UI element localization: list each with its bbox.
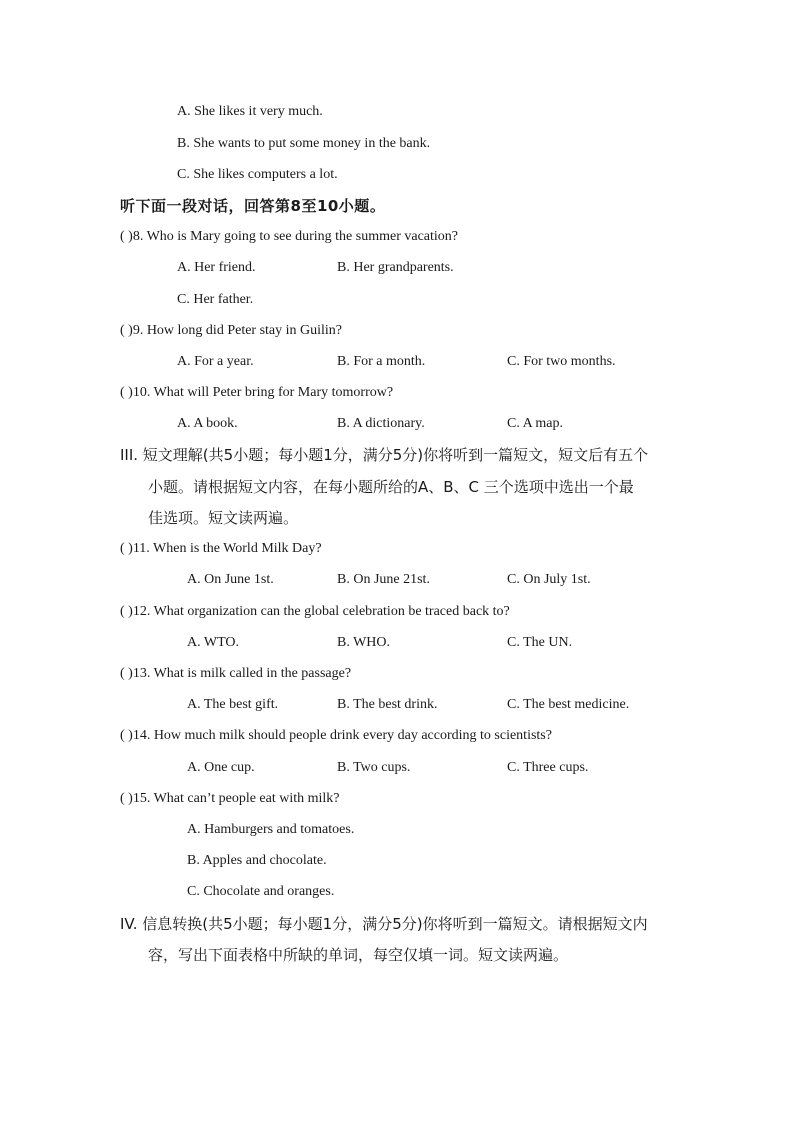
question-15: ( )15. What can’t people eat with milk? xyxy=(120,791,340,806)
q14-option-a: A. One cup. xyxy=(187,760,255,775)
q10-option-b: B. A dictionary. xyxy=(337,416,425,431)
q8-option-b: B. Her grandparents. xyxy=(337,260,454,275)
q8-option-a: A. Her friend. xyxy=(177,260,256,275)
section-3-heading: III. 短文理解(共5小题；每小题1分，满分5分)你将听到一篇短文，短文后有五个 xyxy=(120,446,649,464)
q10-option-c: C. A map. xyxy=(507,416,564,431)
q9-option-a: A. For a year. xyxy=(177,354,254,369)
q8-option-c: C. Her father. xyxy=(177,292,254,307)
option-a: A. She likes it very much. xyxy=(177,104,323,119)
q15-option-b: B. Apples and chocolate. xyxy=(187,853,327,868)
question-12: ( )12. What organization can the global celebration be traced back to? xyxy=(120,604,510,619)
question-14: ( )14. How much milk should people drink every day according to scientists? xyxy=(120,728,552,743)
section-4-line-2: 容，写出下面表格中所缺的单词，每空仅填一词。短文读两遍。 xyxy=(148,946,569,964)
q11-option-c: C. On July 1st. xyxy=(507,572,591,587)
question-13: ( )13. What is milk called in the passage? xyxy=(120,666,352,681)
q14-option-c: C. Three cups. xyxy=(507,760,589,775)
q13-option-b: B. The best drink. xyxy=(337,697,438,712)
question-10: ( )10. What will Peter bring for Mary tomorrow? xyxy=(120,385,394,400)
q12-option-b: B. WHO. xyxy=(337,635,391,650)
section-3-line-2: 小题。请根据短文内容，在每小题所给的A、B、C 三个选项中选出一个最 xyxy=(148,478,634,496)
question-9: ( )9. How long did Peter stay in Guilin? xyxy=(120,323,343,338)
question-11: ( )11. When is the World Milk Day? xyxy=(120,541,322,556)
q11-option-b: B. On June 21st. xyxy=(337,572,430,587)
q9-option-b: B. For a month. xyxy=(337,354,426,369)
section-4-heading: IV. 信息转换(共5小题；每小题1分，满分5分)你将听到一篇短文。请根据短文内 xyxy=(120,915,648,933)
q11-option-a: A. On June 1st. xyxy=(187,572,274,587)
q9-option-c: C. For two months. xyxy=(507,354,616,369)
option-b: B. She wants to put some money in the bank. xyxy=(177,136,431,151)
q13-option-c: C. The best medicine. xyxy=(507,697,630,712)
q15-option-c: C. Chocolate and oranges. xyxy=(187,884,335,899)
q14-option-b: B. Two cups. xyxy=(337,760,411,775)
instruction-8-10: 听下面一段对话，回答第8至10小题。 xyxy=(120,197,386,215)
question-8: ( )8. Who is Mary going to see during the summer vacation? xyxy=(120,229,458,244)
q13-option-a: A. The best gift. xyxy=(187,697,279,712)
q12-option-c: C. The UN. xyxy=(507,635,573,650)
q12-option-a: A. WTO. xyxy=(187,635,239,650)
option-c: C. She likes computers a lot. xyxy=(177,167,338,182)
q10-option-a: A. A book. xyxy=(177,416,238,431)
section-3-line-3: 佳选项。短文读两遍。 xyxy=(148,509,299,527)
q15-option-a: A. Hamburgers and tomatoes. xyxy=(187,822,355,837)
